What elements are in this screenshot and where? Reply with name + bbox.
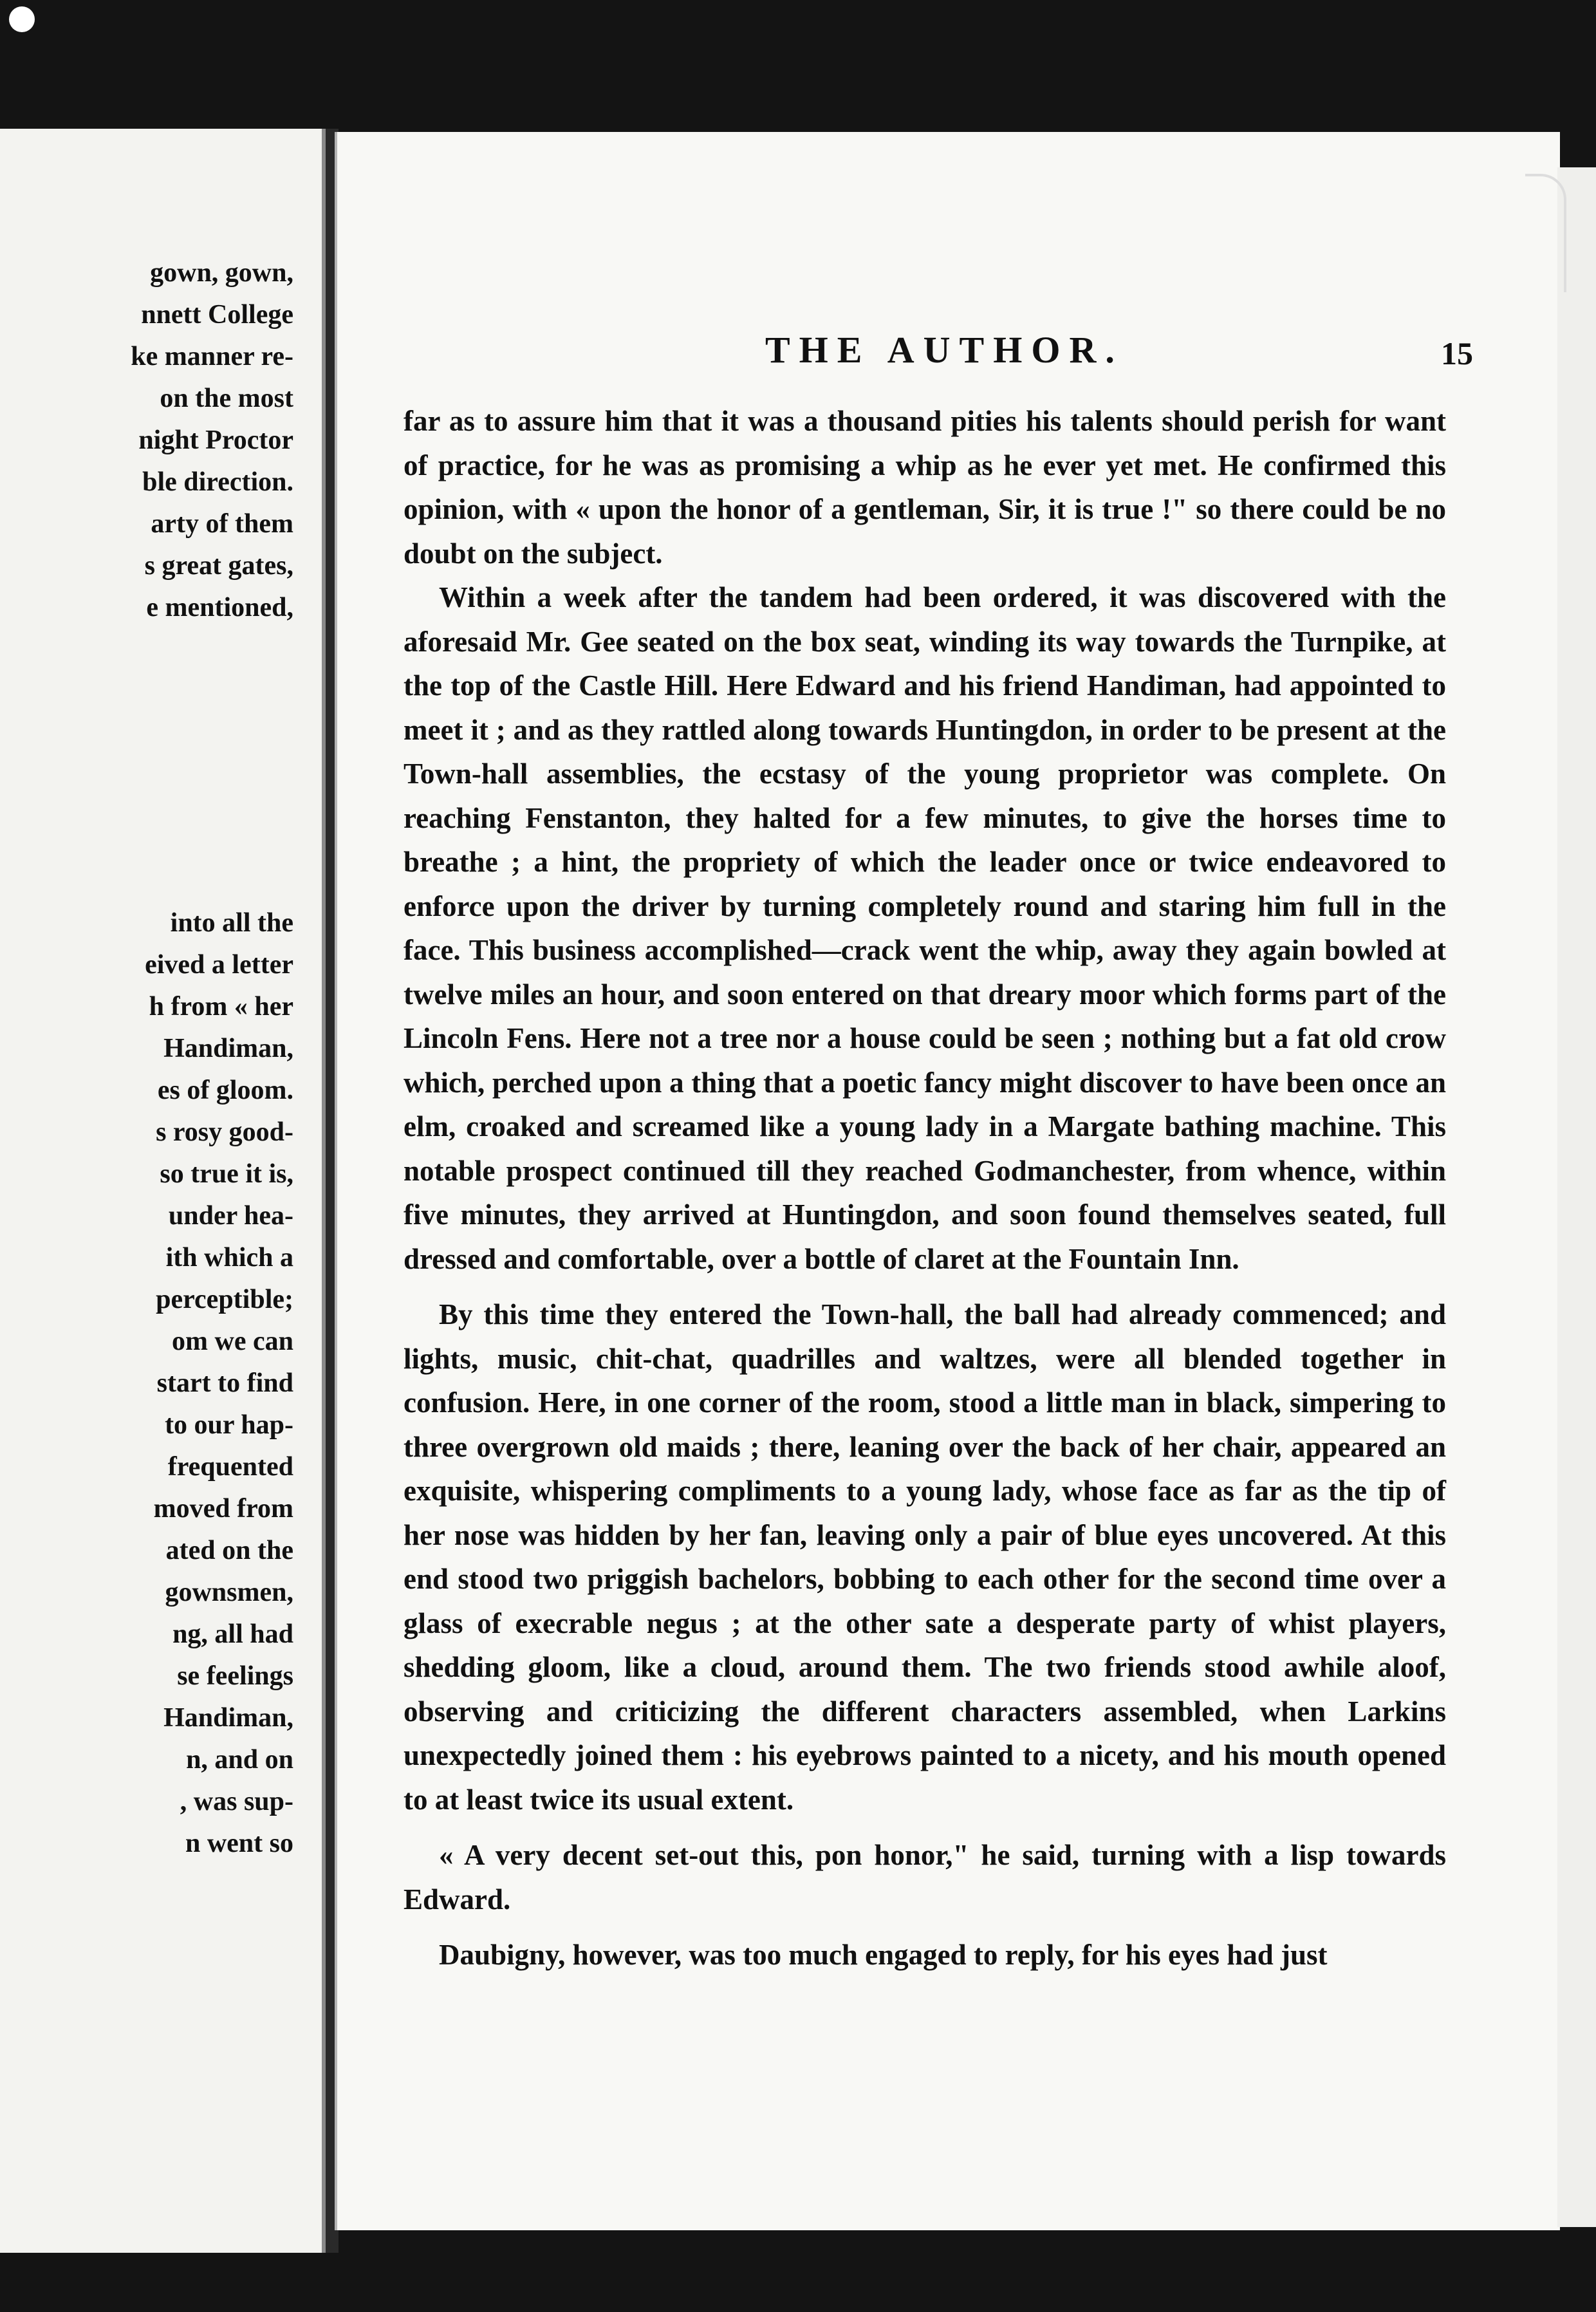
left-page-line: perceptible;	[156, 1285, 293, 1314]
left-page-line: Handiman,	[163, 1703, 293, 1733]
left-page-line: gown, gown,	[150, 258, 293, 288]
left-page-line: se feelings	[177, 1661, 293, 1691]
left-page-line: under hea-	[168, 1201, 293, 1231]
left-page-line: om we can	[172, 1327, 293, 1356]
left-page-line: frequented	[167, 1452, 293, 1482]
left-page-line: to our hap-	[165, 1410, 293, 1440]
left-page-line: ith which a	[165, 1243, 293, 1273]
page-curl	[1525, 174, 1566, 292]
left-page-line: ble direction.	[142, 467, 293, 497]
left-page-line: start to find	[156, 1368, 293, 1398]
left-page-line: arty of them	[151, 509, 293, 539]
next-page-edge	[1557, 167, 1596, 2227]
body-text	[404, 399, 1446, 1977]
left-page-line: n, and on	[186, 1745, 293, 1775]
paragraph-1: far as to assure him that it was a thousand pities his talents should perish for want of practice, for he was as promising a whip as he ever yet met. He confirmed this opinion, with « upon the honor of a gentleman, Sir, it is true !" so there could be no doubt on the subject.	[404, 405, 1446, 570]
running-head: THE AUTHOR.	[765, 329, 1124, 371]
paragraph-2: Within a week after the tandem had been ordered, it was discovered with the aforesaid Mr. Gee seated on the box seat, winding its way towards the Turnpike, at the top of the Castle Hill. Here Edward and his friend Handiman, had appointed to meet it ; and as they rattled along towards Huntingdon, in order to be present at the Town-hall assemblies, the ecstasy of the young proprietor was complete. On reaching Fenstanton, they halted for a few minutes, to give the horses time to breathe ; a hint, the propriety of which the leader once or twice endeavored to enforce upon the driver by turning completely round and staring him full in the face. This business accomplished—crack went the whip, away they again bowled at twelve miles an hour, and soon entered on that dreary moor which forms part of the Lincoln Fens. Here not a tree nor a house could be seen ; nothing but a fat old crow which, perched upon a thing that a poetic fancy might discover to have been once an elm, croaked and screamed like a young lady in a Margate bathing machine. This notable prospect continued till they reached Godmanchester, from whence, within five minutes, they arrived at Huntingdon, and soon found themselves seated, full dressed and comfortable, over a bottle of claret at the Fountain Inn.	[404, 581, 1446, 1275]
left-page-line: ng, all had	[172, 1619, 293, 1649]
paragraph-3: By this time they entered the Town-hall, the ball had already commenced; and lights, music, chit-chat, quadrilles and waltzes, were all blended together in confusion. Here, in one corner of the room, stood a little man in black, simpering to three overgrown old maids ; there, leaning over the back of her chair, appeared an exquisite, whispering compliments to a young lady, whose face as far as the tip of her nose was hidden by her fan, leaving only a pair of blue eyes uncovered. At this end stood two priggish bachelors, bobbing to each other for the second time over a glass of execrable negus ; at the other sate a desperate party of whist players, shedding gloom, like a cloud, around them. The two friends stood awhile aloof, observing and criticizing the different characters assembled, when Larkins unexpectedly joined them : his eyebrows painted to a nicety, and his mouth opened to at least twice its usual extent.	[404, 1298, 1446, 1816]
previous-page-fragment	[0, 129, 326, 2253]
left-page-line: moved from	[153, 1494, 293, 1524]
left-page-line: gownsmen,	[165, 1578, 293, 1607]
left-page-line: so true it is,	[160, 1159, 293, 1189]
left-page-line: s great gates,	[144, 551, 293, 581]
left-page-line: ke manner re-	[131, 342, 293, 371]
left-page-line: ated on the	[165, 1536, 293, 1565]
left-page-line: h from « her	[149, 992, 293, 1021]
left-page-line: night Proctor	[138, 425, 293, 455]
paragraph-5: Daubigny, however, was too much engaged to reply, for his eyes had just	[439, 1939, 1328, 1971]
paragraph-4: « A very decent set-out this, pon honor," he said, turning with a lisp towards Edward.	[404, 1839, 1446, 1916]
page-number: 15	[1441, 335, 1473, 371]
left-page-line: , was sup-	[180, 1787, 293, 1816]
left-page-line: s rosy good-	[156, 1117, 293, 1147]
book-page	[335, 132, 1560, 2230]
left-page-line: e mentioned,	[146, 593, 293, 622]
left-page-line: into all the	[170, 908, 293, 938]
left-page-line: on the most	[160, 384, 293, 413]
left-page-line: n went so	[185, 1829, 293, 1858]
binding-hole	[9, 6, 35, 32]
left-page-line: nnett College	[141, 300, 293, 330]
left-page-line: eived a letter	[145, 950, 293, 980]
left-page-line: Handiman,	[163, 1034, 293, 1063]
left-page-line: es of gloom.	[157, 1076, 293, 1105]
